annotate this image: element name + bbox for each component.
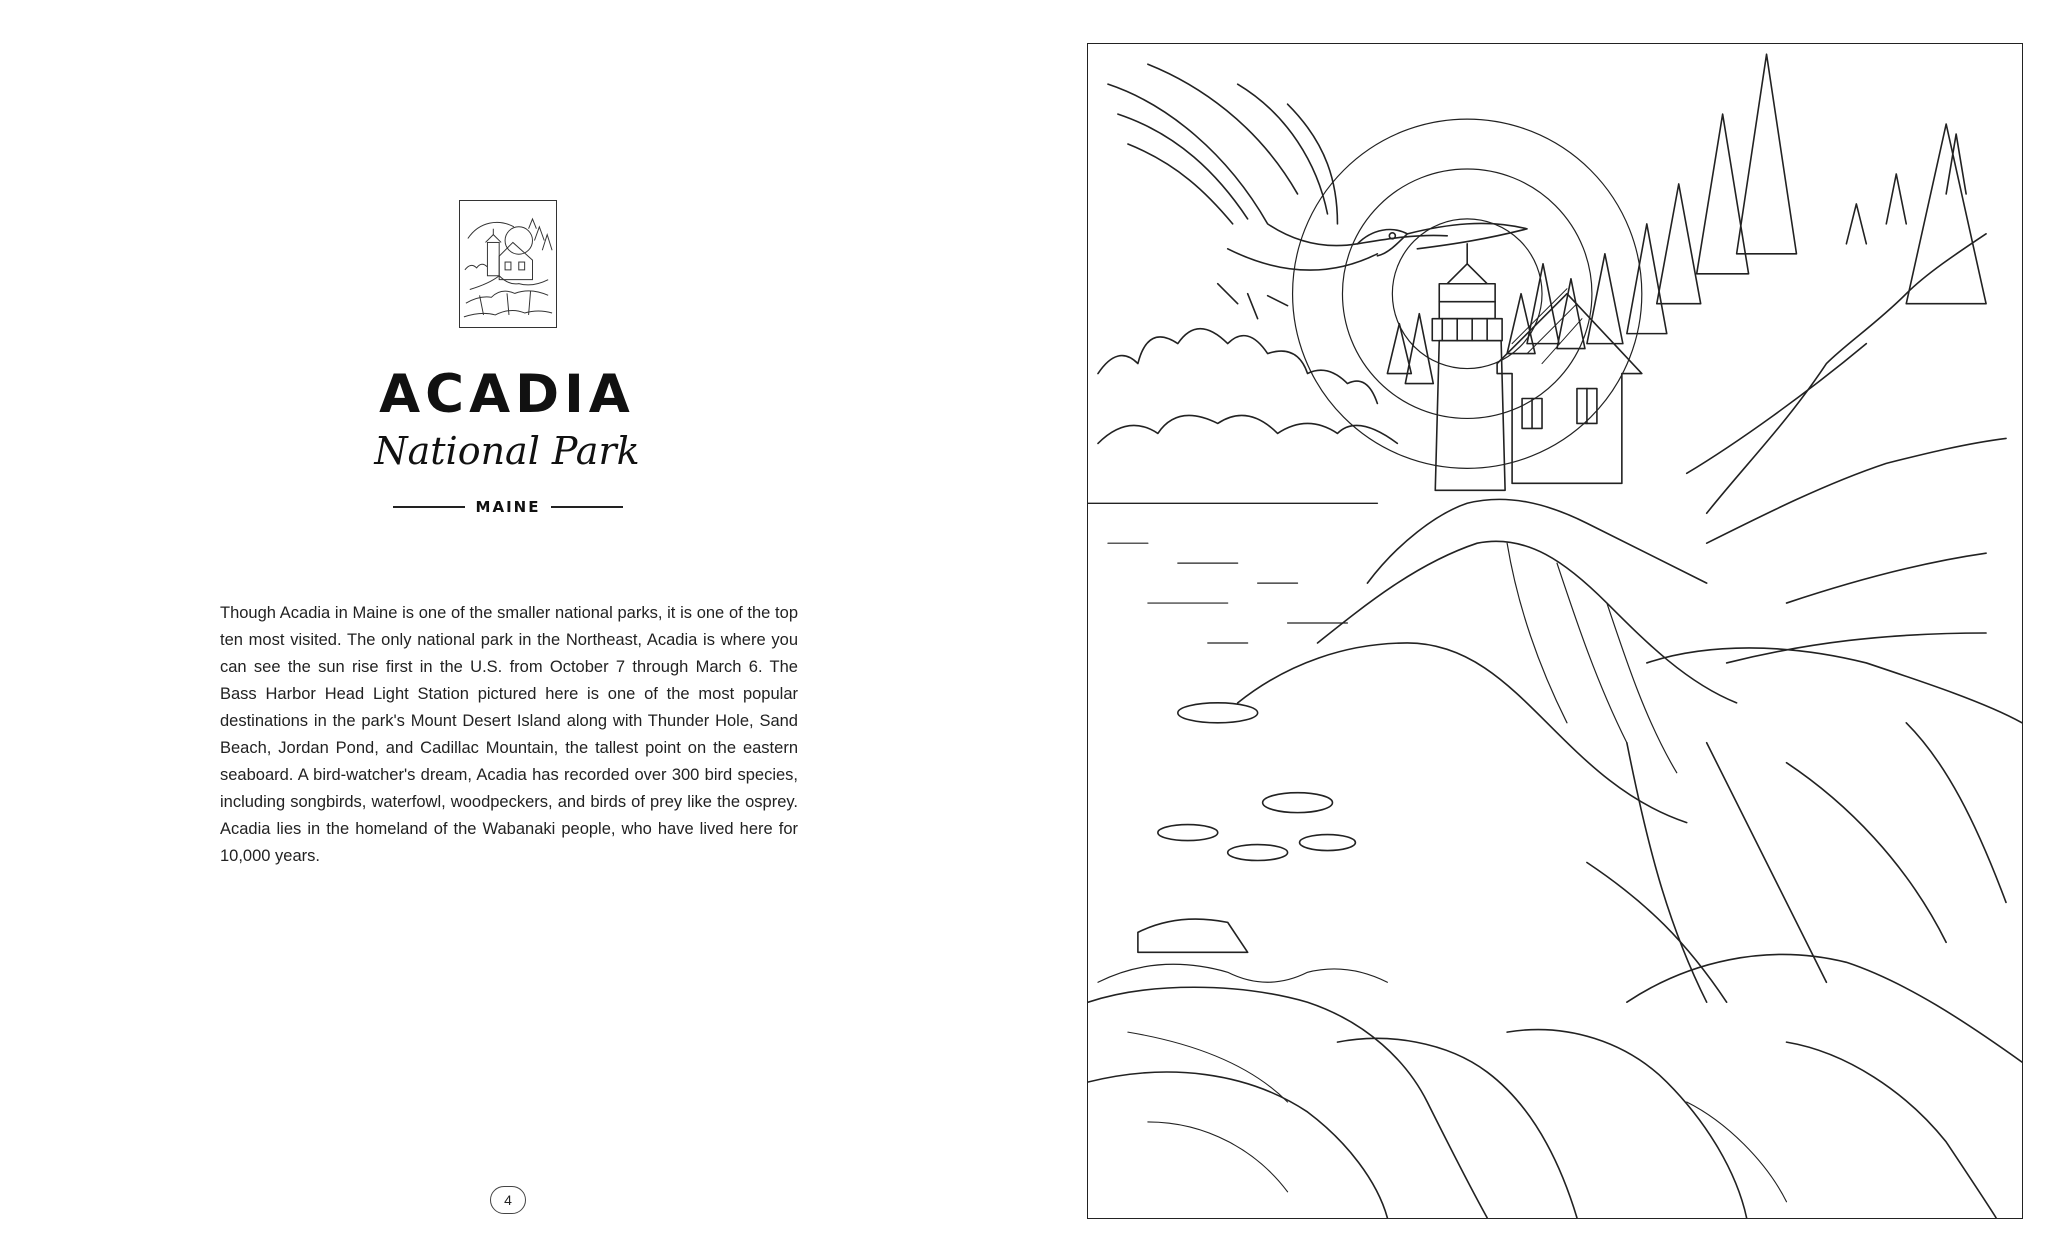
foreground-boulders: [1088, 954, 2022, 1217]
page-number: 4: [490, 1186, 526, 1214]
background-trees: [1387, 54, 1986, 383]
page-subtitle: National Park: [374, 429, 640, 473]
divider-line-right: [551, 506, 623, 508]
right-page: [1024, 0, 2048, 1252]
lighthouse-thumbnail-icon: [459, 200, 557, 328]
eagle-drawing: [1108, 64, 1527, 318]
state-label: MAINE: [475, 498, 541, 516]
rock-cliffs: [1238, 499, 2022, 1002]
divider-line-left: [393, 506, 465, 508]
park-description: Though Acadia in Maine is one of the smaller national parks, it is one of the top ten most visited. The only national park in the Northeast, Acadia is where you can see the sun rise first in the U.S. from October 7 through March 6. The Bass Harbor Head Light Station pictured here is one of the most popular destinations in the park's Mount Desert Island along with Thunder Hole, Sand Beach, Jordan Pond, and Cadillac Mountain, the tallest point on the eastern seaboard. A bird-watcher's dream, Acadia has recorded over 300 bird species, including songbirds, waterfowl, woodpeckers, and birds of prey like the osprey. Acadia lies in the homeland of the Wabanaki people, who have lived here for 10,000 years.: [220, 604, 798, 865]
state-divider: [393, 497, 623, 517]
water-rocks: [1098, 703, 1387, 982]
lighthouse-coloring-illustration: [1087, 43, 2023, 1219]
page-title: ACADIA: [379, 364, 635, 425]
foreground-trees: [1687, 134, 2006, 663]
